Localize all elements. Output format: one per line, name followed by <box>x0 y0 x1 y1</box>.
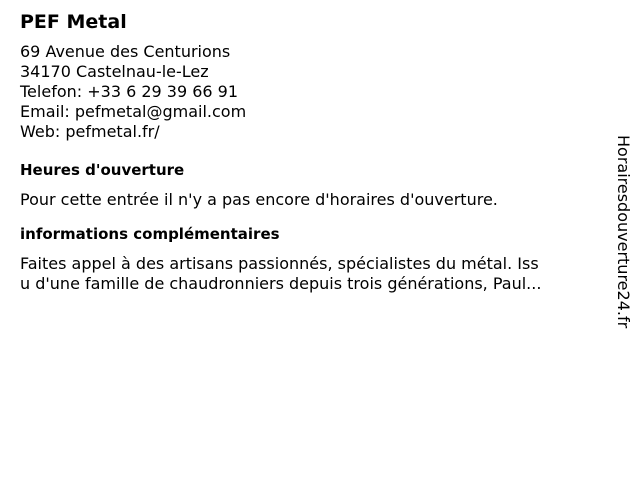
hours-heading: Heures d'ouverture <box>20 161 185 179</box>
business-entry <box>20 10 595 294</box>
website-line: Web: pefmetal.fr/ <box>20 122 160 141</box>
address-city: 34170 Castelnau-le-Lez <box>20 62 209 81</box>
info-description-line-1: Faites appel à des artisans passionnés, spécialistes du métal. Iss <box>20 254 539 273</box>
address-street: 69 Avenue des Centurions <box>20 42 231 61</box>
info-description <box>20 254 595 294</box>
contact-block <box>20 42 595 142</box>
hours-text: Pour cette entrée il n'y a pas encore d'horaires d'ouverture. <box>20 190 498 209</box>
phone-line: Telefon: +33 6 29 39 66 91 <box>20 82 239 101</box>
info-description-line-2: u d'une famille de chaudronniers depuis trois générations, Paul... <box>20 274 542 293</box>
side-brand-text: Horairesdouverture24.fr <box>614 135 633 329</box>
business-name: PEF Metal <box>20 11 127 33</box>
side-brand-watermark <box>612 135 634 343</box>
email-line: Email: pefmetal@gmail.com <box>20 102 247 121</box>
info-heading: informations complémentaires <box>20 225 280 243</box>
